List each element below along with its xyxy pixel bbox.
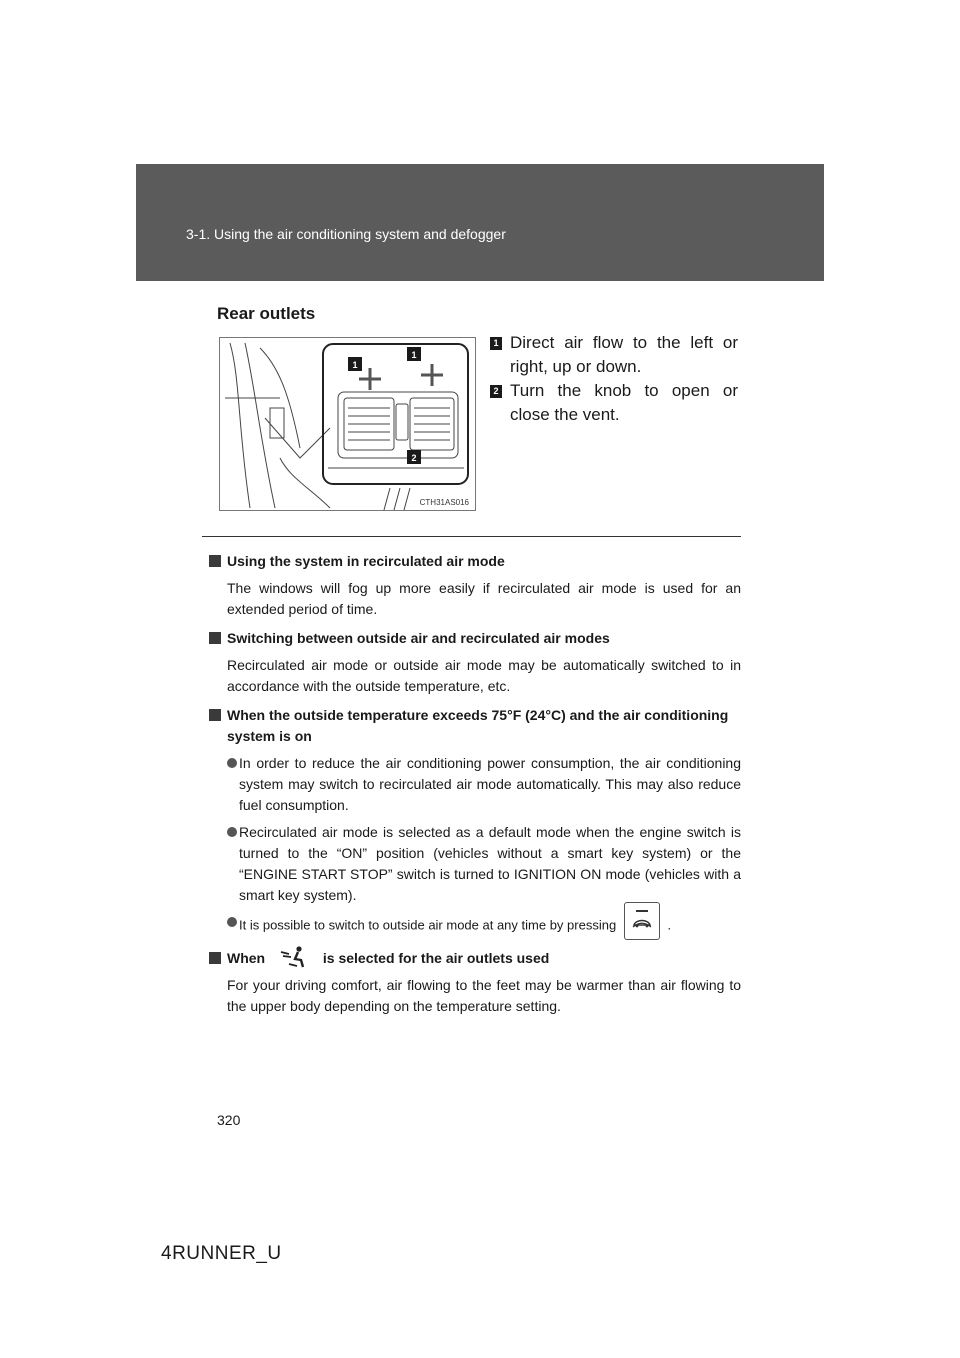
- svg-text:2: 2: [411, 453, 417, 463]
- note-heading-text: is selected for the air outlets used: [322, 950, 550, 966]
- notes-section: [209, 551, 741, 1017]
- note-heading: [209, 551, 741, 572]
- square-bullet-icon: [209, 555, 221, 567]
- note-body: For your driving comfort, air flowing to the feet may be warmer than air flowing to the upper body depending on the temperature setting.: [227, 977, 741, 1014]
- rear-outlets-illustration: [219, 337, 476, 511]
- svg-text:1: 1: [352, 360, 358, 370]
- bullet-text: In order to reduce the air conditioning power consumption, the air conditioning system may switch to recirculated air mode automatically. This may also reduce fuel consumption.: [239, 755, 741, 813]
- round-bullet-icon: [227, 827, 237, 837]
- note-heading-text: When the outside temperature exceeds 75°F (24°C) and the air conditioning system is on: [227, 707, 729, 744]
- note-heading: [209, 628, 741, 649]
- page-number: 320: [217, 1112, 241, 1128]
- note-heading: [209, 948, 741, 969]
- square-bullet-icon: [209, 952, 221, 964]
- callout-2: [490, 379, 738, 427]
- note-heading: [209, 705, 741, 747]
- bullet-text: Recirculated air mode is selected as a default mode when the engine switch is turned to the “ON” position (vehicles without a smart key system) or the “ENGINE START STOP” switch is turned to IGNITION ON mode (vehicles with a smart key system).: [239, 824, 741, 903]
- callout-text: Direct air flow to the left or right, up or down.: [510, 333, 738, 376]
- list-item: [209, 822, 741, 906]
- callout-text: Turn the knob to open or close the vent.: [510, 381, 738, 424]
- face-and-feet-mode-icon: [279, 946, 309, 968]
- bullet-text: It is possible to switch to outside air mode at any time by pressing: [239, 917, 617, 933]
- note-heading-text: Using the system in recirculated air mode: [227, 553, 505, 569]
- list-item: [209, 912, 741, 940]
- round-bullet-icon: [227, 917, 237, 927]
- footer-code: 4RUNNER_U: [161, 1243, 282, 1264]
- bullet-end: .: [667, 917, 672, 933]
- note-body: The windows will fog up more easily if recirculated air mode is used for an extended period of time.: [227, 580, 741, 617]
- header-band: [136, 164, 824, 281]
- note-body: Recirculated air mode or outside air mode may be automatically switched to in accordance with the outside temperature, etc.: [227, 657, 741, 694]
- figure-code: CTH31AS016: [419, 498, 469, 507]
- vent-drawing: [220, 338, 476, 511]
- square-bullet-icon: [209, 632, 221, 644]
- note-heading-text: When: [227, 950, 266, 966]
- section-title: 3-1. Using the air conditioning system and defogger: [186, 226, 506, 242]
- svg-text:1: 1: [411, 350, 417, 360]
- list-item: [209, 753, 741, 816]
- rear-outlets-title: Rear outlets: [217, 304, 316, 323]
- callout-list: [490, 331, 738, 427]
- number-badge: 2: [490, 385, 502, 398]
- number-badge: 1: [490, 337, 502, 350]
- section-divider: [202, 536, 741, 537]
- square-bullet-icon: [209, 709, 221, 721]
- callout-1: [490, 331, 738, 379]
- recirculation-button-icon: [624, 902, 660, 940]
- round-bullet-icon: [227, 758, 237, 768]
- note-heading-text: Switching between outside air and recirculated air modes: [227, 630, 610, 646]
